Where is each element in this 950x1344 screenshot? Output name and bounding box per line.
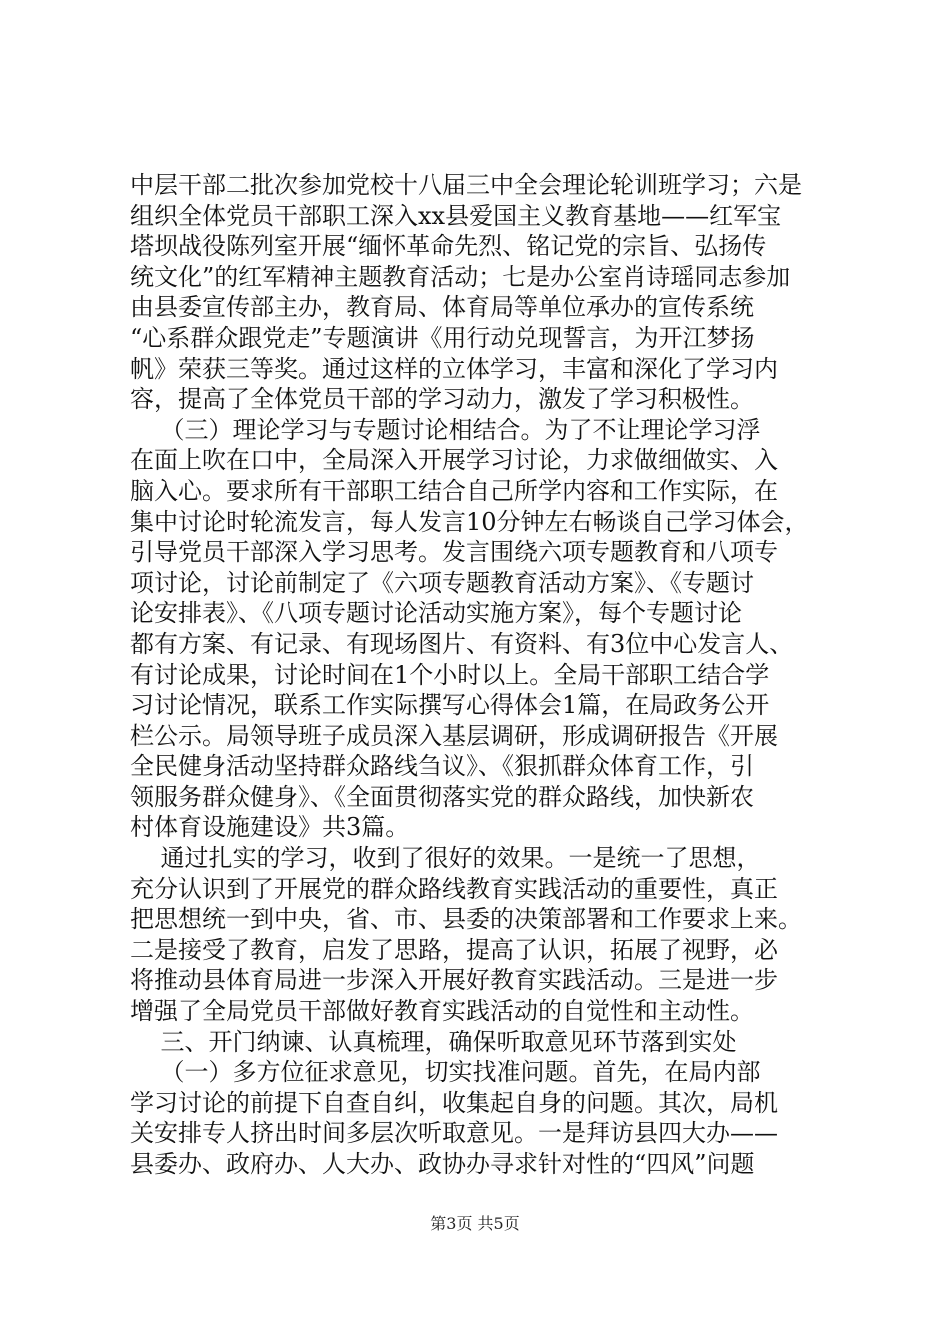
- body-text-line: 充分认识到了开展党的群众路线教育实践活动的重要性，真正: [130, 874, 778, 903]
- body-text-line: 脑入心。要求所有干部职工结合自己所学内容和工作实际，在: [130, 476, 778, 505]
- body-text-line: 都有方案、有记录、有现场图片、有资料、有3位中心发言人、: [130, 629, 794, 658]
- body-text-line: 村体育设施建设》共3篇。: [130, 813, 410, 842]
- body-text-line: 全民健身活动坚持群众路线刍议》、《狠抓群众体育工作，引: [130, 752, 754, 781]
- document-body: [130, 170, 822, 1180]
- body-text-line: 中层干部二批次参加党校十八届三中全会理论轮训班学习；六是: [130, 171, 802, 199]
- body-text-line: 关安排专人挤出时间多层次听取意见。一是拜访县四大办——: [130, 1119, 778, 1148]
- body-text-line: 由县委宣传部主办，教育局、体育局等单位承办的宣传系统: [130, 293, 754, 322]
- body-text-line: “心系群众跟党走”专题演讲《用行动兑现誓言，为开江梦扬: [130, 323, 755, 352]
- body-text-line: 塔坝战役陈列室开展“缅怀革命先烈、铭记党的宗旨、弘扬传: [130, 232, 767, 261]
- body-text-line: 县委办、政府办、人大办、政协办寻求针对性的“四风”问题: [130, 1150, 755, 1178]
- body-text-line: 栏公示。局领导班子成员深入基层调研，形成调研报告《开展: [130, 721, 778, 750]
- body-text-line: （一）多方位征求意见，切实找准问题。首先，在局内部: [130, 1058, 761, 1087]
- body-text-line: 组织全体党员干部职工深入xx县爱国主义教育基地——红军宝: [130, 201, 782, 230]
- body-text-line: 论安排表》、《八项专题讨论活动实施方案》，每个专题讨论: [130, 599, 742, 628]
- body-text-line: 集中讨论时轮流发言，每人发言10分钟左右畅谈自己学习体会，: [130, 507, 809, 536]
- body-text-line: 统文化”的红军精神主题教育活动；七是办公室肖诗瑶同志参加: [130, 262, 791, 291]
- body-text-line: 领服务群众健身》、《全面贯彻落实党的群众路线，加快新农: [130, 782, 754, 811]
- body-text-line: 容，提高了全体党员干部的学习动力，激发了学习积极性。: [130, 385, 754, 414]
- body-text-line: 引导党员干部深入学习思考。发言围绕六项专题教育和八项专: [130, 538, 778, 567]
- body-text-line: 二是接受了教育，启发了思路，提高了认识，拓展了视野，必: [130, 935, 778, 964]
- body-text-line: 学习讨论的前提下自查自纠，收集起自身的问题。其次，局机: [130, 1088, 778, 1117]
- body-text-line: 帆》荣获三等奖。通过这样的立体学习，丰富和深化了学习内: [130, 354, 778, 383]
- body-text-line: 在面上吹在口中，全局深入开展学习讨论，力求做细做实、入: [130, 446, 778, 475]
- page-footer: 第3页 共5页: [430, 1214, 520, 1233]
- body-text-line: （三）理论学习与专题讨论相结合。为了不让理论学习浮: [130, 415, 761, 444]
- body-text-line: 项讨论，讨论前制定了《六项专题教育活动方案》、《专题讨: [130, 568, 754, 597]
- body-text-line: 三、开门纳谏、认真梳理，确保听取意见环节落到实处: [130, 1027, 737, 1056]
- body-text-line: 习讨论情况，联系工作实际撰写心得体会1篇，在局政务公开: [130, 691, 770, 720]
- body-text-line: 通过扎实的学习，收到了很好的效果。一是统一了思想，: [130, 844, 761, 873]
- body-text-line: 增强了全局党员干部做好教育实践活动的自觉性和主动性。: [130, 997, 754, 1026]
- body-text-line: 将推动县体育局进一步深入开展好教育实践活动。三是进一步: [130, 966, 778, 995]
- body-text-line: 有讨论成果，讨论时间在1个小时以上。全局干部职工结合学: [130, 660, 770, 689]
- body-text-line: 把思想统一到中央，省、市、县委的决策部署和工作要求上来。: [130, 905, 802, 934]
